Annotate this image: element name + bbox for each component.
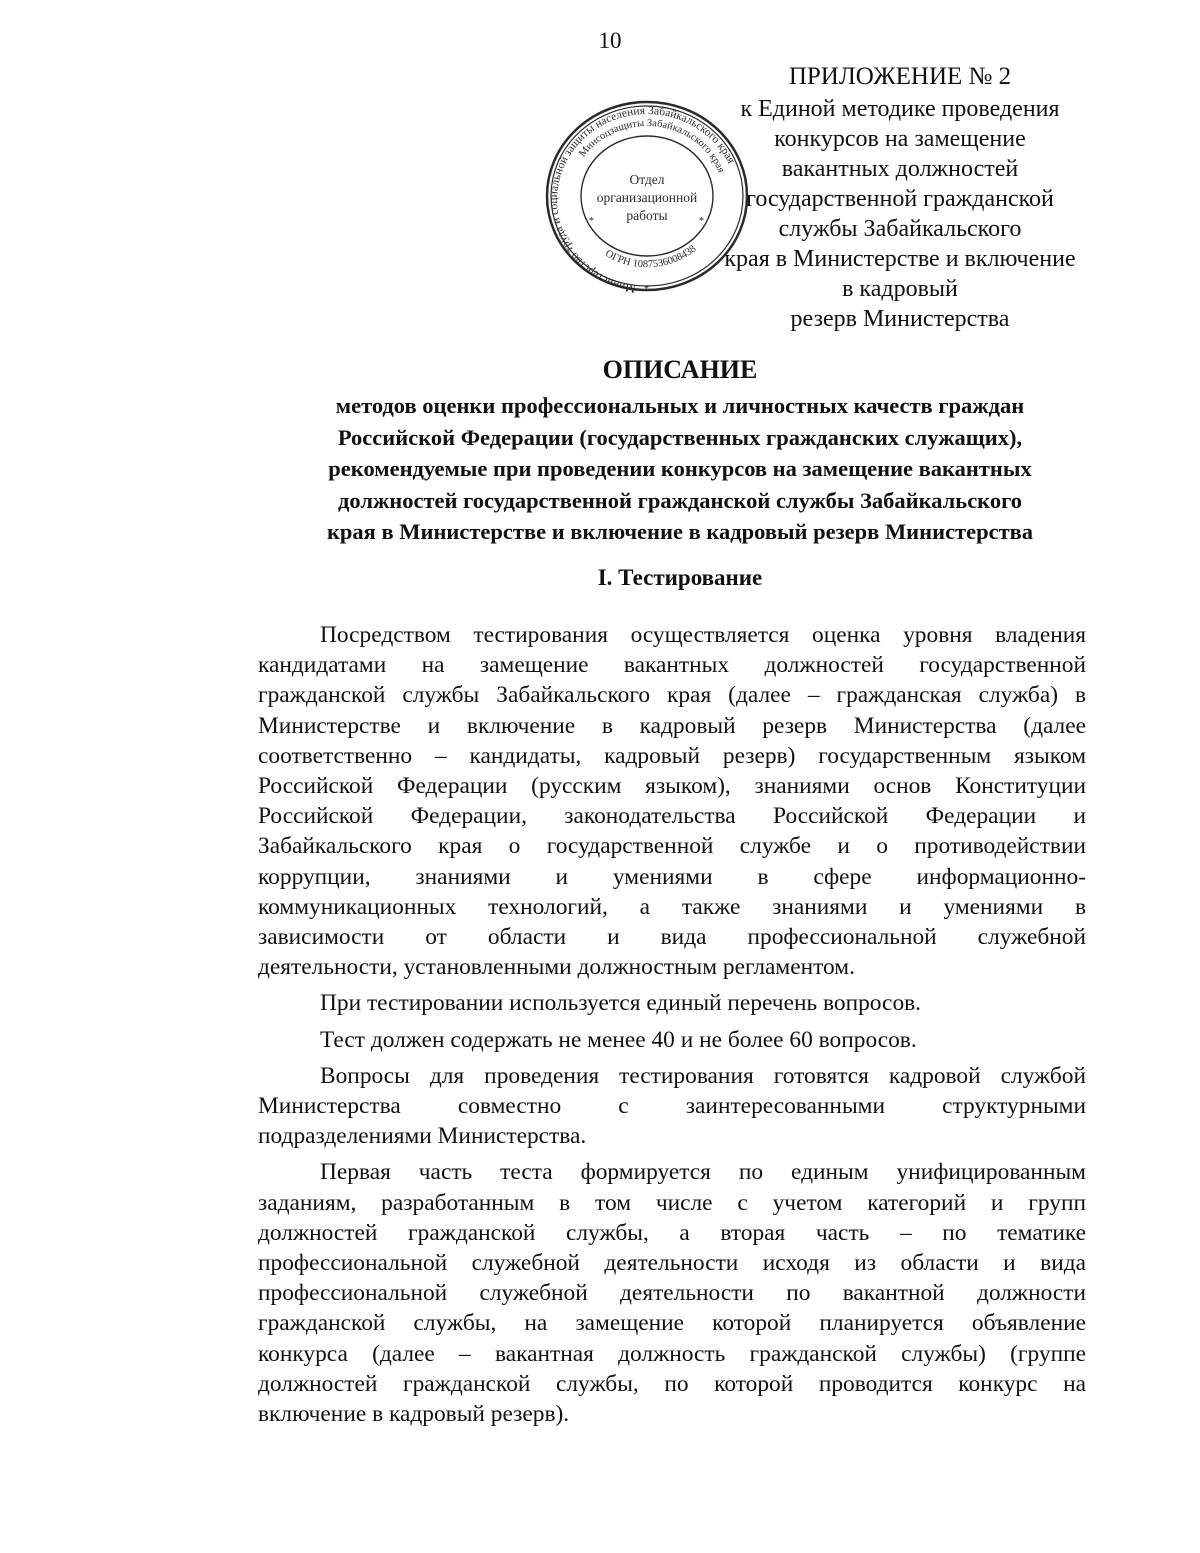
text-line: включение в кадровый резерв). (258, 1401, 570, 1428)
stamp-ring-text: Министерство труда и социальной защиты населения Забайкальского края (548, 104, 737, 294)
paragraph (258, 1061, 1086, 1152)
appendix-line: службы Забайкальского (778, 216, 1022, 242)
text-line: Посредством тестирования осуществляется оценка уровня владения (320, 622, 1086, 648)
appendix-line: государственной гражданской (746, 186, 1054, 212)
text-line: заданиям, разработанным в том числе с учетом категорий и групп (258, 1189, 1086, 1216)
text-line: должностей гражданской службы, а вторая часть – по тематике (258, 1219, 1086, 1246)
text-line: Первая часть теста формируется по единым унифицированным (320, 1159, 1086, 1186)
paragraph (258, 1157, 1086, 1429)
body-text (258, 620, 1086, 1429)
appendix-title: ПРИЛОЖЕНИЕ № 2 (788, 63, 1012, 90)
section-heading: I. Тестирование (597, 565, 763, 590)
text-line: профессиональной служебной деятельности исходя из области и вида (258, 1250, 1086, 1277)
text-line: Вопросы для проведения тестирования готовятся кадровой службой (320, 1062, 1086, 1089)
stamp-center-line-1: Отдел (629, 172, 665, 187)
subtitle-line: рекомендуемые при проведении конкурсов на замещение вакантных (328, 456, 1032, 481)
text-line: профессиональной служебной деятельности по вакантной должности (258, 1280, 1086, 1307)
text-line: При тестировании используется единый перечень вопросов. (320, 990, 922, 1017)
document-subtitle (255, 390, 1105, 548)
text-line: Министерстве и включение в кадровый резерв Министерства (далее (258, 712, 1086, 739)
subtitle-line: Российской Федерации (государственных гражданских служащих), (337, 424, 1023, 450)
text-line: Забайкальского края о государственной службе и о противодействии (258, 833, 1086, 860)
appendix-block (700, 62, 1100, 334)
stamp-star-icon: * (699, 216, 704, 227)
appendix-line: конкурсов на замещение (774, 126, 1026, 152)
appendix-line: края в Министерстве и включение (724, 246, 1076, 272)
text-line: Тест должен содержать не менее 40 и не более 60 вопросов. (320, 1026, 917, 1053)
stamp-ogrn: ОГРН 1087536008438 (603, 243, 699, 271)
text-line: конкурса (далее – вакантная должность гражданской службы) (группе (258, 1340, 1086, 1367)
appendix-line: вакантных должностей (781, 156, 1019, 182)
stamp-star-icon: * (589, 216, 594, 227)
stamp-star-icon: * (644, 284, 649, 294)
text-line: деятельности, установленными должностным регламентом. (258, 954, 855, 981)
subtitle-line: должностей государственной гражданской службы Забайкальского (337, 487, 1023, 513)
text-line: Российской Федерации, законодательства Российской Федерации и (258, 803, 1086, 830)
paragraph (258, 620, 1086, 982)
appendix-line: резерв Министерства (790, 306, 1010, 332)
text-line: коррупции, знаниями и умениями в сфере информационно- (258, 863, 1086, 890)
paragraph (258, 988, 1086, 1018)
text-line: гражданской службы Забайкальского края (далее – гражданская служба) в (258, 682, 1086, 709)
text-line: Российской Федерации (русским языком), знаниями основ Конституции (258, 773, 1086, 800)
text-line: зависимости от области и вида профессиональной служебной (258, 924, 1086, 951)
text-line: подразделениями Министерства. (258, 1123, 587, 1150)
appendix-line: в кадровый (842, 276, 958, 302)
text-line: кандидатами на замещение вакантных должностей государственной (258, 652, 1086, 679)
stamp-inner-ring-text: Минсоцзащиты Забайкальского края (577, 117, 727, 175)
text-line: коммуникационных технологий, а также знаниями и умениями в (258, 893, 1086, 920)
subtitle-line: края в Министерстве и включение в кадровый резерв Министерства (326, 519, 1034, 544)
appendix-line: к Единой методике проведения (740, 96, 1060, 122)
stamp-center-line-2: организационной (596, 190, 698, 205)
document-title: ОПИСАНИЕ (602, 355, 758, 384)
paragraph (258, 1025, 1086, 1055)
subtitle-line: методов оценки профессиональных и личностных качеств граждан (335, 393, 1025, 418)
text-line: гражданской службы, на замещение которой планируется объявление (258, 1310, 1086, 1337)
stamp-center-line-3: работы (626, 208, 668, 223)
svg-text:ОГРН 1087536008438 (603, 243, 698, 270)
page-number: 10 (598, 28, 622, 53)
text-line: должностей гражданской службы, по которой проводится конкурс на (258, 1370, 1086, 1397)
text-line: Министерства совместно с заинтересованными структурными (258, 1093, 1086, 1120)
text-line: соответственно – кандидаты, кадровый резерв) государственным языком (258, 742, 1086, 769)
